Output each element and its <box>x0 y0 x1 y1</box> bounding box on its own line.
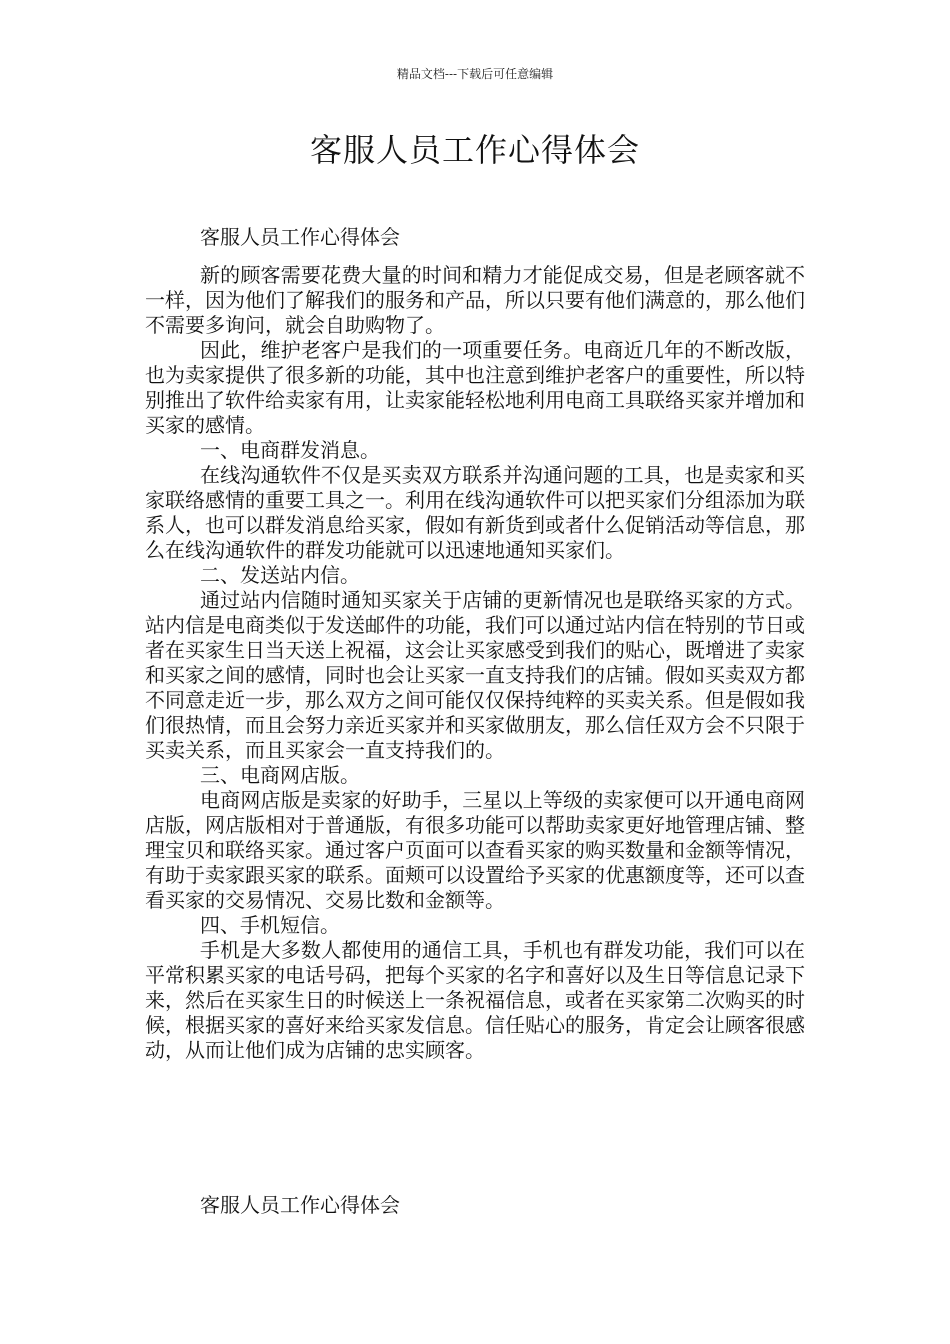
header-note: 精品文档---下载后可任意编辑 <box>396 67 554 81</box>
section-heading: 四、手机短信。 <box>200 913 340 937</box>
section-subtitle: 客服人员工作心得体会 <box>200 225 400 249</box>
footer-subtitle: 客服人员工作心得体会 <box>200 1193 400 1217</box>
paragraph: 在线沟通软件不仅是买卖双方联系并沟通问题的工具，也是卖家和买家联络感情的重要工具之一。利用在线沟通软件可以把买家们分组添加为联系人，也可以群发消息给买家，假如有新货到或者什么促销活动等信息，那么在线沟通软件的群发功能就可以迅速地通知买家们。 <box>145 463 805 562</box>
section-heading: 一、电商群发消息。 <box>200 438 380 462</box>
paragraph: 手机是大多数人都使用的通信工具，手机也有群发功能，我们可以在平常积累买家的电话号码，把每个买家的名字和喜好以及生日等信息记录下来，然后在买家生日的时候送上一条祝福信息，或者在买家第二次购买的时候，根据买家的喜好来给买家发信息。信任贴心的服务，肯定会让顾客很感动，从而让他们成为店铺的忠实顾客。 <box>145 938 805 1062</box>
page-title: 客服人员工作心得体会 <box>309 131 640 169</box>
paragraph: 电商网店版是卖家的好助手，三星以上等级的卖家便可以开通电商网店版，网店版相对于普通版，有很多功能可以帮助卖家更好地管理店铺、整理宝贝和联络买家。通过客户页面可以查看买家的购买数量和金额等情况，有助于卖家跟买家的联系。面颊可以设置给予买家的优惠额度等，还可以查看买家的交易情况、交易比数和金额等。 <box>145 788 805 912</box>
section-heading: 二、发送站内信。 <box>200 563 360 587</box>
paragraph: 新的顾客需要花费大量的时间和精力才能促成交易，但是老顾客就不一样，因为他们了解我们的服务和产品，所以只要有他们满意的，那么他们不需要多询问，就会自助购物了。 <box>145 263 805 337</box>
paragraph: 因此，维护老客户是我们的一项重要任务。电商近几年的不断改版，也为卖家提供了很多新的功能，其中也注意到维护老客户的重要性，所以特别推出了软件给卖家有用，让卖家能轻松地利用电商工具联络买家并增加和买家的感情。 <box>145 338 805 437</box>
paragraph: 通过站内信随时通知买家关于店铺的更新情况也是联络买家的方式。站内信是电商类似于发送邮件的功能，我们可以通过站内信在特别的节日或者在买家生日当天送上祝福，这会让买家感受到我们的贴心，既增进了卖家和买家之间的感情，同时也会让买家一直支持我们的店铺。假如买卖双方都不同意走近一步，那么双方之间可能仅仅保持纯粹的买卖关系。但是假如我们很热情，而且会努力亲近买家并和买家做朋友，那么信任双方会不只限于买卖关系，而且买家会一直支持我们的。 <box>145 588 805 762</box>
article-body <box>145 263 805 1063</box>
section-heading: 三、电商网店版。 <box>200 763 360 787</box>
